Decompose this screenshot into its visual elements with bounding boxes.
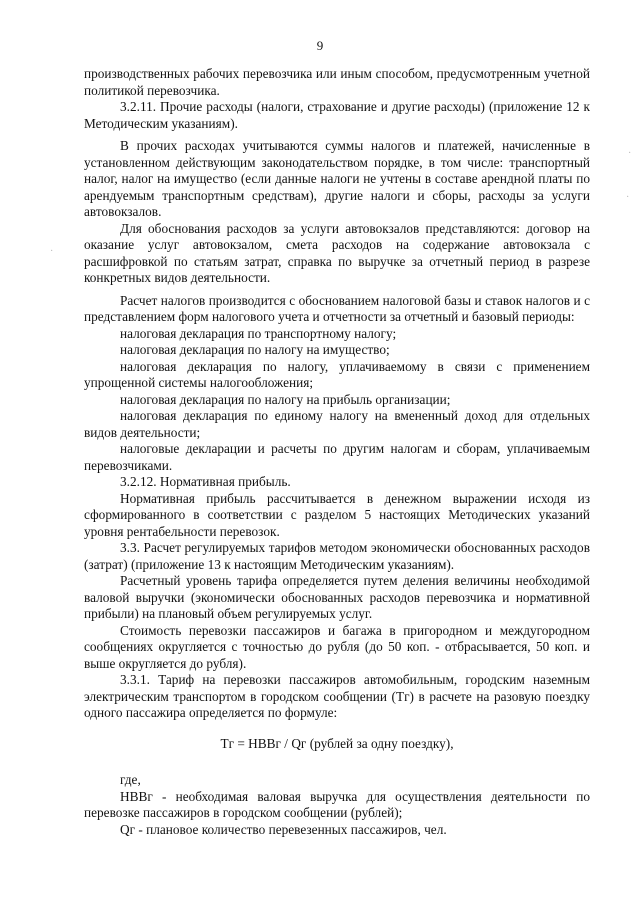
page-number: 9 (316, 38, 324, 53)
list-item: налоговая декларация по налогу, уплачиваемому в связи с применением упрощенной системы налогообложения; (84, 358, 590, 390)
section-heading-3-2-11: 3.2.11. Прочие расходы (налоги, страхование и другие расходы) (приложение 12 к Методическим указаниям). (84, 99, 590, 131)
paragraph: В прочих расходах учитываются суммы налогов и платежей, начисленные в установленном действующим законодательством порядке, в том числе: транспортный налог, налог на имущество (если данные налоги не учтены в составе арендной платы по арендуемым транспортным средствам), другие налоги и сборы, расходы за услуги автовокзалов. (84, 138, 590, 219)
definition-nvvg: НВВг - необходимая валовая выручка для осуществления деятельности по перевозке пассажиров в городском сообщении (рублей); (84, 788, 590, 820)
list-item: налоговая декларация по налогу на прибыль организации; (120, 391, 451, 407)
scan-speck: · (50, 246, 54, 257)
paragraph: производственных рабочих перевозчика или иным способом, предусмотренным учетной политикой перевозчика. (84, 66, 590, 98)
section-heading-3-3-1: 3.3.1. Тариф на перевозки пассажиров автомобильным, городским наземным электрическим транспортом в городском сообщении (Тг) в расчете на разовую поездку одного пассажира определяется по формуле: (84, 672, 590, 720)
paragraph: Расчетный уровень тарифа определяется путем деления величины необходимой валовой выручки (экономически обоснованных расходов перевозчика и нормативной прибыли) на плановый объем регулируемых услуг. (84, 573, 590, 621)
document-body (84, 66, 590, 838)
list-item: налоговая декларация по транспортному налогу; (120, 325, 397, 341)
list-item: налоговая декларация по налогу на имущество; (120, 342, 390, 357)
paragraph: Расчет налогов производится с обоснованием налоговой базы и ставок налогов и с представлением форм налогового учета и отчетности за отчетный и базовый периоды: (84, 292, 590, 324)
paragraph: Нормативная прибыль рассчитывается в денежном выражении исходя из сформированного в соответствии с разделом 5 настоящих Методических указаний уровня рентабельности перевозок. (84, 490, 590, 539)
section-heading-3-3: 3.3. Расчет регулируемых тарифов методом экономически обоснованных расходов (затрат) (приложение 13 к настоящим Методическим указаниям). (84, 540, 590, 572)
scan-speck: · (628, 148, 632, 159)
scan-speck: · (626, 192, 630, 203)
list-item: налоговая декларация по единому налогу на вмененный доход для отдельных видов деятельности; (84, 408, 590, 440)
tariff-formula: Тг = НВВг / Qг (рублей за одну поездку), (220, 735, 454, 751)
list-item: налоговые декларации и расчеты по другим налогам и сборам, уплачиваемым перевозчиками. (84, 441, 590, 473)
paragraph: Стоимость перевозки пассажиров и багажа в пригородном и междугородном сообщениях округляется с точностью до рубля (до 50 коп. - отбрасывается, 50 коп. и выше округляется до рубля). (84, 622, 590, 671)
paragraph: Для обоснования расходов за услуги автовокзалов представляются: договор на оказание услуг автовокзалом, смета расходов на содержание автовокзала с расшифровкой по статьям затрат, справка по выручке за отчетный период в разрезе конкретных видов деятельности. (84, 220, 590, 285)
definition-qg: Qг - плановое количество перевезенных пассажиров, чел. (120, 821, 447, 837)
section-heading-3-2-12: 3.2.12. Нормативная прибыль. (120, 474, 291, 489)
where-label: где, (120, 772, 141, 787)
